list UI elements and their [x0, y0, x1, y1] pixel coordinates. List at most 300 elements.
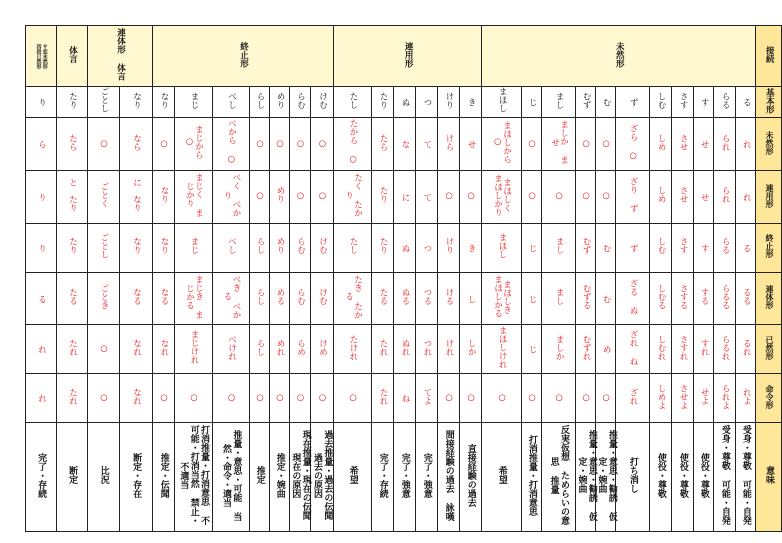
meaning-cell — [596, 423, 616, 531]
conjugation-cell — [334, 374, 372, 423]
conjugation-cell — [542, 272, 576, 325]
conjugation-cell — [120, 223, 153, 272]
conjugation-cell — [334, 223, 372, 272]
conjugation-cell — [522, 272, 542, 325]
conjugation-cell-text: つ — [422, 243, 433, 253]
conjugation-cell-text: ごとし — [98, 232, 109, 259]
meaning-cell-text: 過去推量・過去の伝聞 過去の原因 — [312, 430, 333, 521]
base-form-cell-text: たり — [67, 91, 78, 109]
conjugation-cell — [394, 374, 416, 423]
base-form-cell-text: らし — [254, 91, 265, 109]
base-form-cell-text: る — [741, 98, 752, 107]
conjugation-cell-text: り — [36, 192, 47, 202]
meaning-cell — [482, 423, 522, 531]
conjugation-cell-text: し — [466, 294, 477, 304]
base-form-cell — [736, 87, 756, 118]
conjugation-cell-text: れよ — [741, 387, 752, 405]
conjugation-cell-text: しめ — [656, 133, 667, 151]
conjugation-cell-text: ざれ ね — [628, 329, 639, 366]
conjugation-cell — [576, 170, 596, 223]
base-form-cell-text: まじ — [188, 91, 199, 109]
conjugation-cell — [334, 325, 372, 374]
conjugation-cell-text: さすれ — [678, 334, 689, 361]
conjugation-cell-text: なり — [158, 186, 169, 204]
conjugation-cell-text: べから ○ — [226, 119, 237, 165]
conjugation-cell — [311, 374, 334, 423]
conjugation-cell — [270, 223, 290, 272]
conjugation-cell — [482, 170, 522, 223]
conjugation-cell-text: に なり — [131, 177, 142, 212]
row-rentai-form — [26, 272, 782, 325]
conjugation-cell-text: しむ — [656, 237, 667, 255]
conjugation-cell — [616, 170, 650, 223]
row-label — [756, 325, 782, 374]
conjugation-cell — [120, 374, 153, 423]
conjugation-cell-text: ○ — [466, 191, 477, 202]
conjugation-cell — [213, 325, 250, 374]
meaning-cell-text: 完了・存続 — [36, 452, 47, 498]
conjugation-cell — [250, 118, 270, 171]
conjugation-cell — [290, 272, 311, 325]
base-form-cell-text: き — [466, 98, 477, 107]
conjugation-cell-text: ぬ — [400, 243, 411, 253]
conjugation-cell — [311, 272, 334, 325]
base-form-cell — [394, 87, 416, 118]
conjugation-cell-text: なる — [131, 288, 142, 306]
conjugation-cell-text: むず — [581, 237, 592, 255]
conjugation-cell — [438, 374, 460, 423]
base-form-cell — [596, 87, 616, 118]
conjugation-cell — [596, 325, 616, 374]
conjugation-cell-text: べし — [226, 237, 237, 255]
conjugation-cell-text: るる — [741, 288, 752, 306]
conjugation-cell-text: まじから ○ — [184, 125, 204, 159]
conjugation-cell-text: たから ○ — [348, 119, 359, 165]
base-form-cell — [213, 87, 250, 118]
conjugation-cell-text: す — [699, 243, 710, 253]
base-form-cell — [57, 87, 88, 118]
conjugation-cell — [542, 325, 576, 374]
conjugation-cell-text: けむ — [317, 288, 328, 306]
conjugation-cell — [438, 118, 460, 171]
conjugation-cell — [372, 325, 394, 374]
conjugation-cell-text: なれ — [131, 338, 142, 356]
conjugation-cell — [542, 223, 576, 272]
conjugation-cell — [576, 118, 596, 171]
conjugation-cell-text: られよ — [720, 383, 731, 410]
conjugation-cell-text: ○ — [98, 343, 109, 354]
meaning-cell-text: 使役・尊敬 — [698, 452, 709, 498]
conjugation-cell — [736, 170, 756, 223]
conjugation-cell — [372, 170, 394, 223]
conjugation-cell-text: ○ — [466, 392, 477, 403]
meaning-cell — [175, 423, 213, 531]
conjugation-cell-text: ぬれ — [400, 338, 411, 356]
base-form-cell — [120, 87, 153, 118]
row-label — [756, 87, 782, 118]
conjugation-cell-text: に — [400, 192, 411, 202]
conjugation-cell — [153, 118, 175, 171]
conjugation-cell — [26, 170, 57, 223]
conjugation-cell — [153, 374, 175, 423]
base-form-cell-text: しむ — [656, 91, 667, 109]
conjugation-cell — [153, 170, 175, 223]
conjugation-cell — [290, 118, 311, 171]
conjugation-cell — [120, 325, 153, 374]
conjugation-cell-text: める — [274, 288, 285, 306]
conjugation-cell — [175, 118, 213, 171]
conjugation-cell — [57, 170, 88, 223]
meaning-cell — [311, 423, 334, 531]
conjugation-cell-text: なり — [158, 237, 169, 255]
meaning-cell-text: 打消推量・打消意思 — [526, 434, 537, 516]
conjugation-cell-text: べき べかる — [222, 274, 241, 319]
conjugation-cell-text: させ — [678, 133, 689, 151]
conjugation-cell-text: らし — [254, 237, 265, 255]
base-form-cell — [576, 87, 596, 118]
conjugation-cell — [57, 223, 88, 272]
conjugation-cell — [270, 325, 290, 374]
header-row — [26, 26, 782, 87]
meaning-cell-text: 完了・強意 — [421, 452, 432, 498]
conjugation-cell-text: たら — [67, 133, 78, 151]
conjugation-cell-text: じ — [527, 243, 538, 253]
conjugation-cell — [270, 170, 290, 223]
conjugation-cell — [736, 223, 756, 272]
base-form-cell-text: なり — [131, 91, 142, 109]
conjugation-cell — [650, 223, 672, 272]
conjugation-cell — [736, 272, 756, 325]
conjugation-cell-text: たれ — [378, 338, 389, 356]
base-form-cell — [650, 87, 672, 118]
conjugation-cell-text: ざら ○ — [628, 123, 639, 161]
meaning-cell — [372, 423, 394, 531]
conjugation-cell — [153, 223, 175, 272]
conjugation-cell-text: ○ — [317, 392, 328, 403]
base-form-cell — [153, 87, 175, 118]
conjugation-cell-text: らし — [254, 338, 265, 356]
conjugation-cell — [250, 170, 270, 223]
meaning-cell — [26, 423, 57, 531]
conjugation-cell-text: ○ — [444, 191, 455, 202]
conjugation-cell — [576, 223, 596, 272]
base-form-cell — [522, 87, 542, 118]
conjugation-cell-text: ○ — [188, 392, 199, 403]
conjugation-cell-text: たり — [378, 237, 389, 255]
conjugation-cell-text: ら — [36, 140, 47, 149]
conjugation-cell-text: たき たかる — [343, 274, 363, 319]
conjugation-cell — [438, 223, 460, 272]
meaning-cell-text: 受身・尊敬 可能・自発 — [740, 425, 751, 526]
meaning-cell — [270, 423, 290, 531]
conjugation-cell-text: ざれ — [628, 387, 639, 405]
conjugation-cell-text: まじ — [188, 237, 199, 255]
conjugation-cell — [694, 223, 714, 272]
conjugation-cell — [270, 374, 290, 423]
row-renyo-form — [26, 170, 782, 223]
conjugation-cell-text: ごとき — [98, 283, 109, 310]
meaning-cell-text: 直接経験の過去 — [465, 443, 476, 507]
meaning-cell-text: 現在推量・現在の伝聞 現在の原因 — [290, 430, 311, 521]
conjugation-cell — [694, 170, 714, 223]
conjugation-cell — [250, 223, 270, 272]
conjugation-cell — [372, 223, 394, 272]
conjugation-cell — [57, 118, 88, 171]
meaning-cell — [736, 423, 756, 531]
conjugation-cell — [290, 170, 311, 223]
base-form-cell — [250, 87, 270, 118]
meaning-cell — [522, 423, 542, 531]
row-label-text: 連用形 — [764, 183, 774, 208]
conjugation-cell-text: ず — [628, 243, 639, 253]
base-form-cell — [438, 87, 460, 118]
conjugation-cell-text: すれ — [699, 338, 710, 356]
meaning-cell-text: 推定・伝聞 — [158, 452, 169, 498]
meaning-cell-text: 断定 — [67, 466, 78, 485]
meaning-cell-text: 反実仮想 ためらいの意思 推量 — [548, 425, 570, 526]
conjugation-cell-text: たし — [348, 237, 359, 255]
meaning-cell — [438, 423, 460, 531]
conjugation-cell — [542, 170, 576, 223]
conjugation-cell-text: ○ — [581, 392, 592, 403]
conjugation-cell — [416, 170, 438, 223]
conjugation-cell-text: しめよ — [656, 383, 667, 410]
conjugation-cell-text: べけれ — [226, 334, 237, 361]
conjugation-cell-text: たく たかり — [343, 172, 363, 217]
base-form-cell-text: らる — [720, 91, 731, 109]
conjugation-cell — [372, 118, 394, 171]
conjugation-cell-text: ○ — [226, 392, 237, 403]
conjugation-cell-text: ○ — [158, 392, 169, 403]
conjugation-cell — [416, 118, 438, 171]
conjugation-cell — [694, 374, 714, 423]
conjugation-cell-text: けら — [444, 133, 455, 151]
conjugation-cell-text: るれ — [741, 338, 752, 356]
conjugation-cell-text: れ — [36, 394, 47, 403]
conjugation-cell — [576, 272, 596, 325]
conjugation-cell — [576, 374, 596, 423]
conjugation-cell-text: させよ — [678, 383, 689, 410]
conjugation-cell — [736, 374, 756, 423]
conjugation-cell-text: らる — [720, 237, 731, 255]
conjugation-cell-text: ○ — [254, 138, 265, 149]
conjugation-cell-text: しむる — [656, 283, 667, 310]
conjugation-cell — [311, 170, 334, 223]
base-form-cell-text: なり — [158, 91, 169, 109]
conjugation-cell-text: ○ — [497, 392, 508, 403]
conjugation-cell — [213, 223, 250, 272]
conjugation-cell — [522, 170, 542, 223]
conjugation-cell — [596, 170, 616, 223]
conjugation-cell — [120, 272, 153, 325]
row-meirei-form — [26, 374, 782, 423]
conjugation-cell-text: たれ — [378, 387, 389, 405]
conjugation-cell-text: さす — [678, 237, 689, 255]
meaning-cell — [616, 423, 650, 531]
conjugation-cell — [460, 325, 482, 374]
meaning-cell-text: 断定・存在 — [131, 452, 142, 498]
conjugation-cell — [596, 223, 616, 272]
conjugation-cell — [522, 374, 542, 423]
base-form-cell — [482, 87, 522, 118]
conjugation-cell-text: ぬる — [400, 288, 411, 306]
conjugation-cell — [153, 325, 175, 374]
row-label — [756, 272, 782, 325]
conjugation-cell — [175, 374, 213, 423]
conjugation-cell-text: て — [422, 192, 433, 202]
conjugation-table-sheet — [25, 25, 775, 526]
conjugation-cell — [394, 170, 416, 223]
conjugation-cell — [88, 118, 120, 171]
conjugation-cell — [270, 118, 290, 171]
meaning-cell-text: 推定・婉曲 — [274, 452, 285, 498]
conjugation-cell — [26, 374, 57, 423]
conjugation-cell-text: ○ — [254, 191, 265, 202]
conjugation-cell — [57, 325, 88, 374]
conjugation-cell-text: たり — [378, 186, 389, 204]
conjugation-cell — [542, 118, 576, 171]
conjugation-cell — [438, 325, 460, 374]
conjugation-cell-text: ○ — [274, 392, 285, 403]
conjugation-cell — [88, 170, 120, 223]
conjugation-cell-text: めり — [274, 186, 285, 204]
conjugation-cell-text: れ — [741, 140, 752, 149]
conjugation-cell-text: ○ — [581, 138, 592, 149]
conjugation-cell — [482, 325, 522, 374]
conjugation-cell — [394, 118, 416, 171]
conjugation-cell-text: ○ — [158, 138, 169, 149]
conjugation-cell — [460, 223, 482, 272]
meaning-cell — [250, 423, 270, 531]
base-form-cell-text: べし — [226, 91, 237, 109]
conjugation-cell-text: たる — [67, 288, 78, 306]
conjugation-cell-text: つる — [422, 288, 433, 306]
conjugation-cell-text: て — [422, 140, 433, 149]
conjugation-cell-text: ○ — [295, 138, 306, 149]
conjugation-cell-text: まじけれ — [188, 330, 199, 365]
base-form-cell-text: す — [699, 98, 710, 107]
row-label — [756, 118, 782, 171]
conjugation-cell-text: ○ — [554, 392, 565, 403]
base-form-cell-text: けり — [444, 91, 455, 109]
conjugation-cell — [616, 272, 650, 325]
base-form-cell-text: まほし — [497, 87, 508, 113]
conjugation-cell — [714, 272, 736, 325]
conjugation-cell — [213, 118, 250, 171]
row-izen-form — [26, 325, 782, 374]
meaning-cell — [334, 423, 372, 531]
conjugation-cell-text: する — [699, 288, 710, 306]
meaning-cell-text: 打消推量・打消意思 不可能・打消当然 禁止・不適当 — [178, 425, 210, 526]
row-label-text: 基本形 — [764, 88, 775, 114]
conjugation-cell — [372, 272, 394, 325]
conjugation-cell — [596, 272, 616, 325]
conjugation-cell-text: ○ — [601, 191, 612, 202]
base-form-cell-text: り — [36, 98, 47, 107]
base-form-cell-text: む — [601, 98, 612, 107]
conjugation-cell — [522, 118, 542, 171]
conjugation-cell — [416, 325, 438, 374]
conjugation-cell-text: な — [400, 140, 411, 149]
conjugation-cell — [714, 325, 736, 374]
conjugation-cell — [334, 118, 372, 171]
conjugation-cell — [175, 223, 213, 272]
conjugation-cell-text: らめ — [295, 338, 306, 356]
conjugation-cell — [672, 272, 694, 325]
meaning-cell — [213, 423, 250, 531]
conjugation-cell-text: なる — [158, 288, 169, 306]
conjugation-cell-text: たり — [67, 237, 78, 255]
row-label-text: 終止形 — [764, 234, 774, 259]
conjugation-cell — [438, 170, 460, 223]
conjugation-cell — [26, 325, 57, 374]
conjugation-cell-text: め — [601, 345, 612, 354]
conjugation-cell — [736, 325, 756, 374]
conjugation-cell-text: ○ — [348, 392, 359, 403]
meaning-cell-text: 完了・強意 — [399, 452, 410, 498]
meaning-cell — [650, 423, 672, 531]
conjugation-cell — [26, 223, 57, 272]
conjugation-cell-text: ○ — [274, 138, 285, 149]
meaning-cell — [714, 423, 736, 531]
conjugation-cell — [542, 374, 576, 423]
meaning-cell-text: 使役・尊敬 — [677, 452, 688, 498]
conjugation-cell-text: ○ — [527, 138, 538, 149]
header-taigen: 体言 — [57, 26, 88, 87]
conjugation-cell-text: ○ — [444, 392, 455, 403]
base-form-cell — [372, 87, 394, 118]
base-form-cell — [542, 87, 576, 118]
conjugation-cell — [88, 325, 120, 374]
conjugation-cell-text: まほし — [497, 232, 508, 259]
row-label — [756, 423, 782, 531]
conjugation-cell — [482, 118, 522, 171]
conjugation-cell — [250, 272, 270, 325]
conjugation-cell-text: ざる ぬ — [628, 278, 639, 315]
meaning-cell — [290, 423, 311, 531]
conjugation-cell-text: ましか — [554, 334, 565, 361]
conjugation-cell — [311, 223, 334, 272]
base-form-cell — [26, 87, 57, 118]
conjugation-cell — [616, 374, 650, 423]
meaning-cell — [542, 423, 576, 531]
conjugation-cell-text: まほしけれ — [497, 326, 508, 369]
base-form-cell — [672, 87, 694, 118]
conjugation-cell — [26, 118, 57, 171]
base-form-cell — [334, 87, 372, 118]
base-form-cell — [270, 87, 290, 118]
conjugation-cell — [482, 272, 522, 325]
header-mizen: 未然形 — [482, 26, 756, 87]
conjugation-cell-text: まじき まじかる — [184, 274, 204, 319]
meaning-cell — [57, 423, 88, 531]
meaning-cell-text: 希望 — [347, 466, 358, 485]
conjugation-cell-text: たけれ — [348, 334, 359, 361]
conjugation-cell — [694, 272, 714, 325]
conjugation-cell-text: さする — [678, 283, 689, 310]
conjugation-cell-text: たれ — [67, 387, 78, 405]
conjugation-cell — [650, 170, 672, 223]
meaning-cell-text: 推量・意思・勧誘 仮定・婉曲 — [596, 429, 617, 521]
row-label-text: 意味 — [763, 466, 774, 485]
conjugation-cell — [672, 325, 694, 374]
row-label-text: 命令形 — [764, 385, 774, 410]
conjugation-cell-text: ましか ませ — [549, 120, 569, 164]
conjugation-cell-text: と たり — [67, 177, 78, 212]
conjugation-cell — [672, 118, 694, 171]
conjugation-cell-text: ○ — [581, 191, 592, 202]
conjugation-cell-text: ○ — [295, 191, 306, 202]
